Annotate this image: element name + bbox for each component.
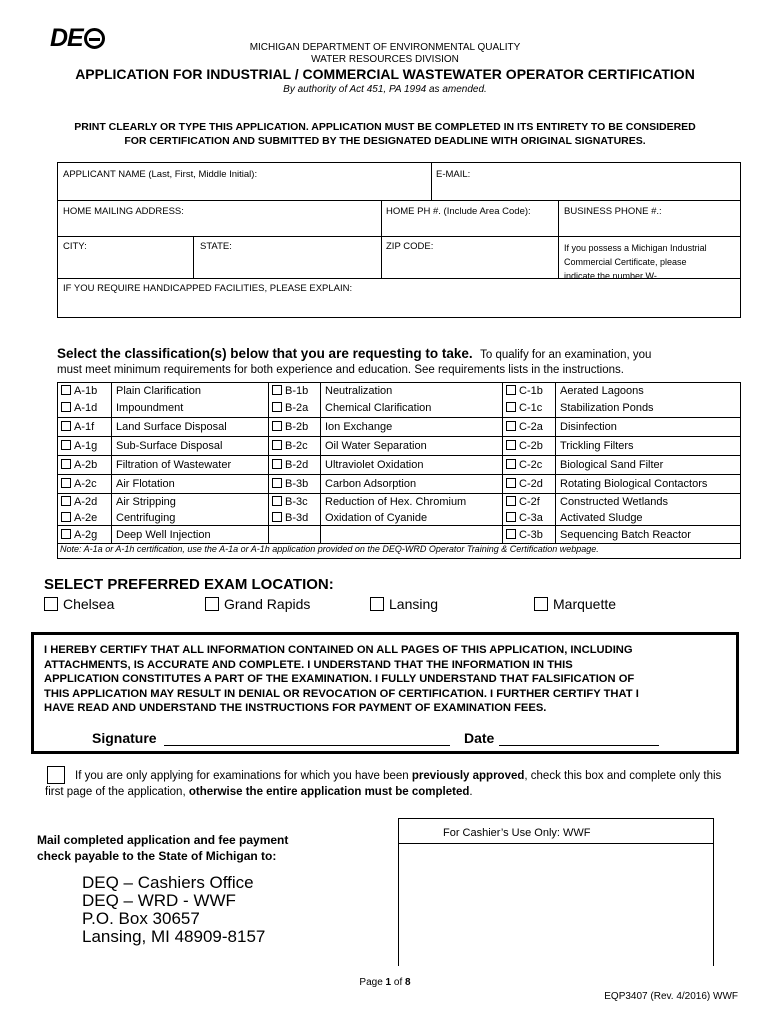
classification-option-b-2d[interactable]: B-2d	[272, 459, 308, 471]
email-field[interactable]: E-MAIL:	[436, 169, 471, 180]
classification-name: Air Stripping	[116, 496, 176, 508]
classification-table	[57, 382, 741, 559]
checkbox-icon[interactable]	[272, 440, 282, 450]
classification-name: Land Surface Disposal	[116, 421, 227, 433]
classification-option-a-2g[interactable]: A-2g	[61, 529, 97, 541]
checkbox-icon[interactable]	[506, 529, 516, 539]
date-line[interactable]	[499, 745, 659, 746]
classification-note: Note: A-1a or A-1h certification, use the A-1a or A-1h application provided on the DEQ-WRD Operator Training & Certification webpage.	[60, 544, 599, 554]
classification-name: Neutralization	[325, 385, 393, 397]
checkbox-icon[interactable]	[506, 459, 516, 469]
classification-name: Oxidation of Cyanide	[325, 512, 428, 524]
exam-location-heading: SELECT PREFERRED EXAM LOCATION:	[44, 576, 334, 593]
home-address-field[interactable]: HOME MAILING ADDRESS:	[63, 206, 184, 217]
home-phone-field[interactable]: HOME PH #. (Include Area Code):	[386, 206, 531, 217]
applicant-name-field[interactable]: APPLICANT NAME (Last, First, Middle Initial):	[63, 169, 258, 180]
checkbox-icon[interactable]	[61, 529, 71, 539]
classification-name: Ultraviolet Oxidation	[325, 459, 424, 471]
classification-option-a-2c[interactable]: A-2c	[61, 478, 97, 490]
classification-option-b-3d[interactable]: B-3d	[272, 512, 308, 524]
mail-instructions: Mail completed application and fee payment check payable to the State of Michigan to:	[37, 833, 289, 863]
classification-name: Sub-Surface Disposal	[116, 440, 223, 452]
checkbox-icon[interactable]	[272, 402, 282, 412]
page-number: Page 1 of 8	[359, 977, 411, 988]
checkbox-icon[interactable]	[506, 402, 516, 412]
checkbox-icon[interactable]	[370, 597, 384, 611]
checkbox-icon[interactable]	[506, 421, 516, 431]
classification-option-b-2b[interactable]: B-2b	[272, 421, 308, 433]
classification-option-c-3b[interactable]: C-3b	[506, 529, 543, 541]
classification-option-a-1f[interactable]: A-1f	[61, 421, 94, 433]
location-grand-rapids[interactable]: Grand Rapids	[205, 596, 310, 612]
location-marquette[interactable]: Marquette	[534, 596, 616, 612]
deq-logo: DE	[50, 24, 105, 53]
checkbox-icon[interactable]	[272, 512, 282, 522]
business-phone-field[interactable]: BUSINESS PHONE #.:	[564, 206, 662, 217]
classification-option-c-2d[interactable]: C-2d	[506, 478, 543, 490]
checkbox-icon[interactable]	[272, 385, 282, 395]
signature-label: Signature	[92, 730, 157, 746]
checkbox-icon[interactable]	[506, 496, 516, 506]
checkbox-icon[interactable]	[272, 478, 282, 488]
classification-option-c-3a[interactable]: C-3a	[506, 512, 543, 524]
authority-line: By authority of Act 451, PA 1994 as amended.	[283, 84, 487, 95]
classification-name: Biological Sand Filter	[560, 459, 664, 471]
agency-name: MICHIGAN DEPARTMENT OF ENVIRONMENTAL QUALITY	[249, 42, 521, 53]
checkbox-icon[interactable]	[61, 421, 71, 431]
location-lansing[interactable]: Lansing	[370, 596, 438, 612]
checkbox-icon[interactable]	[44, 597, 58, 611]
zip-field[interactable]: ZIP CODE:	[386, 241, 434, 252]
certificate-number-field[interactable]: If you possess a Michigan Industrial Commercial Certificate, please indicate the number W-	[564, 243, 707, 281]
previously-approved-text: If you are only applying for examinations for which you have been previously approved, check this box and complete only this first page of the application, otherwise the entire application must be completed.	[45, 770, 722, 798]
certification-statement: I HEREBY CERTIFY THAT ALL INFORMATION CONTAINED ON ALL PAGES OF THIS APPLICATION, INCLUDING ATTACHMENTS, IS ACCURATE AND COMPLETE. I UNDERSTAND THAT THE INFORMATION IN THIS APPLICATION CONSTITUTES A PART OF THE EXAMINATION. I FULLY UNDERSTAND THAT FALSIFICATION OF THIS APPLICATION MAY RESULT IN DENIAL OR REVOCATION OF CERTIFICATION. I FURTHER CERTIFY THAT I HAVE READ AND UNDERSTAND THE INSTRUCTIONS FOR PAYMENT OF EXAMINATION FEES.	[44, 644, 639, 715]
classification-name: Disinfection	[560, 421, 617, 433]
city-field[interactable]: CITY:	[63, 241, 87, 252]
cashier-use-box	[398, 818, 714, 966]
cashier-label: For Cashier’s Use Only: WWF	[443, 827, 591, 839]
classification-heading: Select the classification(s) below that you are requesting to take. To qualify for an examination, you	[57, 346, 652, 361]
classification-option-c-2b[interactable]: C-2b	[506, 440, 543, 452]
handicap-field[interactable]: IF YOU REQUIRE HANDICAPPED FACILITIES, PLEASE EXPLAIN:	[63, 283, 353, 294]
classification-option-a-2d[interactable]: A-2d	[61, 496, 97, 508]
date-label: Date	[464, 730, 495, 746]
signature-line[interactable]	[164, 745, 450, 746]
checkbox-icon[interactable]	[61, 496, 71, 506]
checkbox-icon[interactable]	[272, 496, 282, 506]
checkbox-icon[interactable]	[205, 597, 219, 611]
applicant-info-form	[57, 162, 741, 318]
classification-name: Impoundment	[116, 402, 184, 414]
classification-option-c-2c[interactable]: C-2c	[506, 459, 542, 471]
checkbox-icon[interactable]	[272, 421, 282, 431]
page-title: APPLICATION FOR INDUSTRIAL / COMMERCIAL WASTEWATER OPERATOR CERTIFICATION	[75, 66, 695, 82]
classification-subline: must meet minimum requirements for both experience and education. See requirements lists in the instructions.	[57, 364, 624, 376]
form-number: EQP3407 (Rev. 4/2016) WWF	[604, 991, 738, 1002]
classification-name: Ion Exchange	[325, 421, 393, 433]
classification-name: Constructed Wetlands	[560, 496, 669, 508]
classification-name: Reduction of Hex. Chromium	[325, 496, 467, 508]
classification-option-b-2a[interactable]: B-2a	[272, 402, 308, 414]
classification-option-a-1d[interactable]: A-1d	[61, 402, 97, 414]
checkbox-icon[interactable]	[61, 459, 71, 469]
classification-name: Plain Clarification	[116, 385, 201, 397]
classification-option-a-2e[interactable]: A-2e	[61, 512, 97, 524]
classification-option-a-2b[interactable]: A-2b	[61, 459, 97, 471]
classification-name: Centrifuging	[116, 512, 176, 524]
classification-option-a-1b[interactable]: A-1b	[61, 385, 97, 397]
classification-name: Activated Sludge	[560, 512, 643, 524]
agency-header	[0, 42, 770, 66]
checkbox-icon[interactable]	[61, 402, 71, 412]
classification-option-a-1g[interactable]: A-1g	[61, 440, 97, 452]
classification-option-b-3b[interactable]: B-3b	[272, 478, 308, 490]
classification-option-b-1b[interactable]: B-1b	[272, 385, 308, 397]
classification-name: Aerated Lagoons	[560, 385, 644, 397]
classification-option-b-2c[interactable]: B-2c	[272, 440, 308, 452]
classification-name: Deep Well Injection	[116, 529, 211, 541]
certification-box	[31, 632, 739, 754]
checkbox-icon[interactable]	[61, 478, 71, 488]
classification-option-c-1b[interactable]: C-1b	[506, 385, 543, 397]
print-instructions: PRINT CLEARLY OR TYPE THIS APPLICATION. APPLICATION MUST BE COMPLETED IN ITS ENTIRETY TO BE CONSIDERED FOR CERTIFICATION AND SUBMITTED BY THE DESIGNATED DEADLINE WITH ORIGINAL SIGNATURES.	[74, 121, 696, 147]
classification-name: Air Flotation	[116, 478, 175, 490]
state-field[interactable]: STATE:	[200, 241, 232, 252]
checkbox-icon[interactable]	[534, 597, 548, 611]
checkbox-icon[interactable]	[61, 440, 71, 450]
classification-name: Stabilization Ponds	[560, 402, 654, 414]
checkbox-icon[interactable]	[506, 512, 516, 522]
classification-option-c-1c[interactable]: C-1c	[506, 402, 542, 414]
classification-name: Trickling Filters	[560, 440, 634, 452]
checkbox-icon[interactable]	[61, 385, 71, 395]
classification-name: Oil Water Separation	[325, 440, 427, 452]
checkbox-icon[interactable]	[506, 385, 516, 395]
classification-option-b-3c[interactable]: B-3c	[272, 496, 308, 508]
classification-name: Filtration of Wastewater	[116, 459, 232, 471]
location-chelsea[interactable]: Chelsea	[44, 596, 114, 612]
checkbox-icon[interactable]	[272, 459, 282, 469]
classification-name: Carbon Adsorption	[325, 478, 417, 490]
classification-name: Sequencing Batch Reactor	[560, 529, 691, 541]
division-name: WATER RESOURCES DIVISION	[311, 54, 459, 65]
classification-name: Chemical Clarification	[325, 402, 432, 414]
checkbox-icon[interactable]	[61, 512, 71, 522]
mailing-address: DEQ – Cashiers Office DEQ – WRD - WWF P.O. Box 30657 Lansing, MI 48909-8157	[82, 873, 266, 946]
classification-option-c-2f[interactable]: C-2f	[506, 496, 540, 508]
checkbox-icon[interactable]	[506, 440, 516, 450]
classification-name: Rotating Biological Contactors	[560, 478, 708, 490]
checkbox-icon[interactable]	[506, 478, 516, 488]
classification-option-c-2a[interactable]: C-2a	[506, 421, 543, 433]
